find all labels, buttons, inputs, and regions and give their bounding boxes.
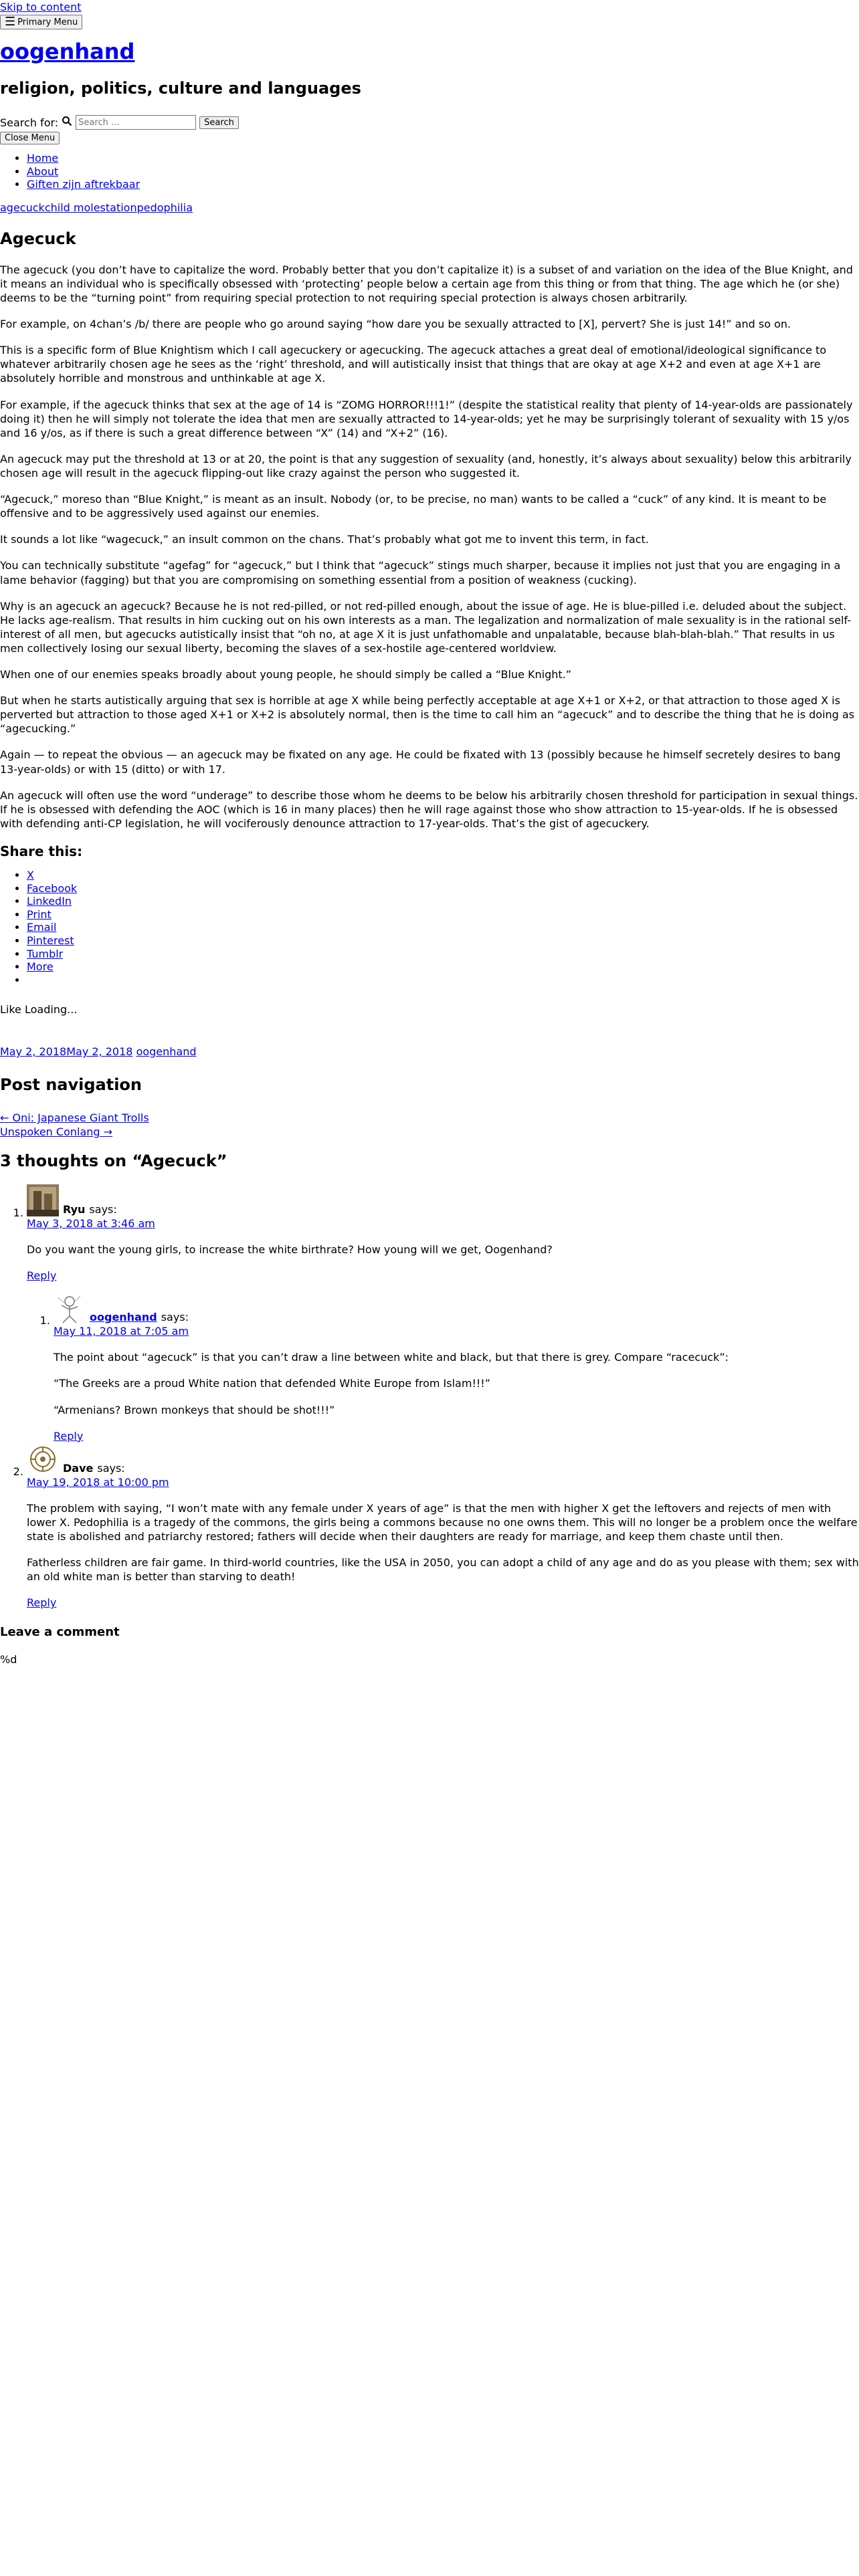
primary-nav [0,152,859,191]
comment-body [27,1243,859,1257]
search-button[interactable]: Search [199,116,239,129]
share-tumblr-link[interactable]: Tumblr [27,947,64,960]
post-content [0,263,859,831]
comment-header [27,1443,859,1475]
comment [54,1292,859,1443]
hamburger-icon: ☰ [5,15,16,29]
post-paragraph: It sounds a lot like “wagecuck,” an insult common on the chans. That’s probably what got me to invent this term, in fact. [0,533,649,546]
post-tags [0,201,859,215]
next-post-link[interactable]: Unspoken Conlang → [0,1125,113,1139]
share-item [27,921,859,934]
share-title: Share this: [0,843,83,860]
share-item [27,948,859,961]
comment-replies [27,1292,859,1443]
share-linkedin-link[interactable]: LinkedIn [27,895,72,908]
post-navigation-title: Post navigation [0,1075,142,1095]
avatar [54,1292,86,1324]
tag-link-agecuck[interactable]: agecuck [0,201,45,214]
share-email-link[interactable]: Email [27,921,57,934]
leave-comment-title: Leave a comment [0,1625,120,1640]
post-paragraph: An agecuck may put the threshold at 13 or at 20, the point is that any suggestion of sexuality (and, honestly, it’s always about sexuality) below this arbitrarily chosen age will result in the agecuck flipping-out like crazy against the person who suggested it. [0,452,852,479]
share-item [27,934,859,948]
post-paragraph: You can technically substitute “agefag” for “agecuck,” but I think that “agecuck” stings much sharper, because it implies not just that you are engaging in a lame behavior (fagging) but that you are compromising on something essential from a position of weakness (cucking). [0,559,841,586]
post-meta [0,1045,859,1059]
post-updated-date-link[interactable]: May 2, 2018 [66,1045,133,1059]
post-paragraph: “Agecuck,” moreso than “Blue Knight,” is meant as an insult. Nobody (or, to be precise, no man) wants to be called a “cuck” of any kind. It is meant to be offensive and to be aggressively used against our enemies. [0,493,827,520]
tag-link-pedophilia[interactable]: pedophilia [136,201,193,214]
search-icon [62,116,72,130]
comment-paragraph: The problem with saying, “I won’t mate with any female under X years of age” is that the men with higher X get the leftovers and rejects of men with lower X. Pedophilia is a tragedy of the commons, the girls being a commons because no one owns them. This will no longer be a problem once the welfare state is abolished and patriarchy restored; fathers will decide when their daughters are ready for marriage, and keep them chaste until then. [27,1501,858,1543]
tag-link-child-molestation[interactable]: child molestation [44,201,137,214]
share-item [27,960,859,974]
nav-link-about[interactable]: About [27,165,59,178]
search-form [0,115,859,130]
footer-mark: %d [0,1653,17,1667]
post-paragraph: For example, if the agecuck thinks that sex at the age of 14 is “ZOMG HORROR!!!1!” (despite the statistical reality that plenty of 14-year-olds are passionately doing it) then he will simply not tolerate the idea that men are sexually attracted to 14-year-olds; yet he may be surprisingly tolerant of sexuality with 15 y/os and 16 y/os, as if there is such a great difference between “X” (14) and “X+2” (16). [0,398,853,439]
comment-paragraph: Do you want the young girls, to increase the white birthrate? How young will we get, Oogenhand? [27,1243,553,1256]
nav-link-giften[interactable]: Giften zijn aftrekbaar [27,178,140,191]
comment-author-link[interactable]: 1. oogenhand [90,1311,157,1324]
primary-menu-button[interactable] [0,15,82,29]
comment-list [0,1184,859,1610]
avatar [27,1443,59,1475]
nav-link-home[interactable]: Home [27,152,59,165]
avatar [27,1184,59,1216]
comment-date-link[interactable]: May 11, 2018 at 7:05 am [54,1325,189,1338]
reply-link[interactable]: Reply [54,1429,84,1442]
comment-author: 2. Dave [63,1461,94,1475]
post-paragraph: An agecuck will often use the word “underage” to describe those whom he deems to be below his arbitrarily chosen threshold for participation in sexual things. If he is obsessed with defending the AOC (which is 16 in many places) then he will rage against those who show attraction to 15-year-olds. If he is obsessed with defending anti-CP legislation, he will vociferously denounce attraction to 17-year-olds. That’s the gist of agecuckery. [0,788,858,830]
reply-link[interactable]: Reply [27,1269,57,1283]
share-item [27,908,859,922]
comment-date-link[interactable]: May 3, 2018 at 3:46 am [27,1216,155,1230]
share-list [0,869,859,986]
comment-header [27,1184,859,1216]
share-x-link[interactable]: X [27,869,34,882]
comment-date-link[interactable]: May 19, 2018 at 10:00 pm [27,1475,169,1489]
comment-body [54,1350,859,1416]
skip-to-content-link[interactable]: Skip to content [0,1,82,13]
comment [27,1184,859,1443]
nav-item-giften [27,178,859,191]
nav-item-home [27,152,859,165]
share-item [27,882,859,895]
close-menu-button[interactable]: Close Menu [0,132,60,144]
comment-paragraph: “The Greeks are a proud White nation that defended White Europe from Islam!!!” [54,1377,490,1390]
share-item [27,895,859,908]
post-paragraph: When one of our enemies speaks broadly about young people, he should simply be called a “Blue Knight.” [0,668,572,681]
share-item [27,869,859,882]
comment-author: 1. Ryu [63,1202,86,1216]
likes-status: Like Loading... [0,1003,78,1016]
comment-says: says: [97,1461,125,1475]
post-title: Agecuck [0,229,76,248]
reply-link[interactable]: Reply [27,1596,57,1610]
site-title [0,39,859,64]
comment-paragraph: The point about “agecuck” is that you can’t draw a line between white and black, but that there is grey. Compare “racecuck”: [54,1351,729,1364]
share-item-empty [27,974,859,987]
site-title-link[interactable]: oogenhand [0,39,135,65]
post-paragraph: This is a specific form of Blue Knightism which I call agecuckery or agecucking. The agecuck attaches a great deal of emotional/ideological significance to whatever arbitrarily chosen age he sees as the ‘right’ threshold, and will autistically insist that things that are okay at age X+2 and even at age X+1 are absolutely horrible and monstrous and unthinkable at age X. [0,344,827,385]
post-navigation [0,1111,859,1139]
comment [27,1443,859,1610]
post-paragraph: For example, on 4chan’s /b/ there are people who go around saying “how dare you be sexually attracted to [X], pervert? She is just 14!” and so on. [0,318,791,331]
comment-paragraph: “Armenians? Brown monkeys that should be shot!!!” [54,1403,335,1416]
post-paragraph: But when he starts autistically arguing that sex is horrible at age X while being perfectly acceptable at age X+1 or X+2, or that attraction to those aged X is perverted but attraction to those aged X+1 or X+2 is absolutely normal, then is the time to call him an “agecuck” and to describe the thing that he is doing as “agecucking.” [0,694,855,736]
post-paragraph: Again — to repeat the obvious — an agecuck may be fixated on any age. He could be fixated with 13 (possibly because he himself secretely desires to bang 13-year-olds) or with 15 (ditto) or with 17. [0,748,841,776]
share-print-link[interactable]: Print [27,907,52,921]
post-paragraph: The agecuck (you don’t have to capitalize the word. Probably better that you don’t capitalize it) is a subset of and variation on the idea of the Blue Knight, and it means an individual who is specifically obsessed with ‘protecting’ people below a certain age from this thing or from that thing. The age which he (or she) deems to be the “turning point” from requiring special protection to not requiring special protection is always chosen arbitrarily. [0,263,853,304]
share-more-link[interactable]: More [27,960,54,974]
search-input[interactable] [76,115,196,130]
share-pinterest-link[interactable]: Pinterest [27,934,74,947]
comment-body [27,1501,859,1584]
search-label: Search for: [0,116,59,129]
share-facebook-link[interactable]: Facebook [27,881,78,895]
comments-title: 3 thoughts on “Agecuck” [0,1152,227,1171]
post-date-link[interactable]: May 2, 2018 [0,1045,67,1059]
comment-says: says: [89,1202,117,1216]
previous-post-link[interactable]: ← Oni: Japanese Giant Trolls [0,1111,149,1124]
comment-says: says: [161,1311,189,1324]
post-author-link[interactable]: oogenhand [136,1045,197,1059]
primary-menu-label: Primary Menu [17,17,78,27]
comment-paragraph: Fatherless children are fair game. In third-world countries, like the USA in 2050, you can adopt a child of any age and do as you please with them; sex with an old white man is better than starving to death! [27,1556,859,1584]
comment-header [54,1292,859,1324]
nav-item-about [27,165,859,179]
site-description: religion, politics, culture and languages [0,78,361,98]
post-paragraph: Why is an agecuck an agecuck? Because he is not red-pilled, or not red-pilled enough, about the issue of age. He is blue-pilled i.e. deluded about the subject. He lacks age-realism. That results in him cucking out on his own interests as a man. The legalization and normalization of male sexuality is in the rational self-interest of all men, but agecucks autistically insist that “oh no, at age X it is just unfathomable and unpalatable, because blah-blah-blah.” That results in us men collectively losing our sexual liberty, becoming the slaves of a sex-hostile age-centered worldview. [0,599,851,655]
